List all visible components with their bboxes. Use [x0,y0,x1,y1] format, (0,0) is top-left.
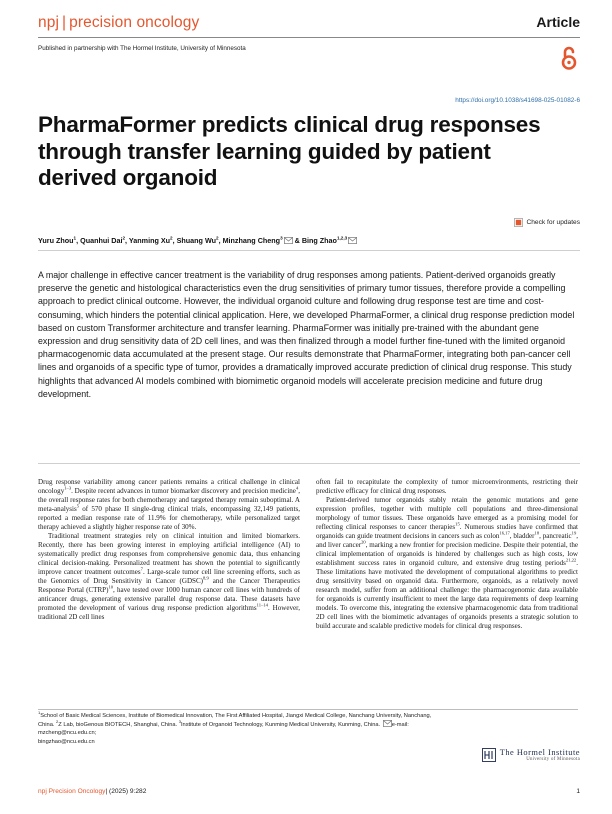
citation-ref[interactable]: 5 [76,503,80,509]
paragraph-text: , have tested over 1000 human cancer cell lines with hundreds of anticancer drugs, generating extensive parallel drug response data. These datasets have promoted the development of various drug response prediction algorithms [38,586,300,612]
body-paragraph [316,496,578,631]
author-affiliation-sup: 1 [73,235,77,241]
doi-link[interactable]: https://doi.org/10.1038/s41698-025-01082-6 [455,97,580,104]
author-name[interactable]: Shuang Wu [176,236,216,245]
partner-line: Published in partnership with The Hormel Institute, University of Minnesota [38,45,246,52]
paragraph-text: , bladder [509,532,535,540]
affil-2: Z Lab, bioGenous BIOTECH, Shanghai, China. [58,722,179,729]
citation-ref[interactable]: 16,17 [499,530,510,536]
check-for-updates-button[interactable] [514,218,580,227]
paragraph-text: , pancreatic [539,532,572,540]
affil-sup-3: 3 [178,719,181,725]
author-and: & [292,236,302,245]
author-affiliation-sup: 2 [170,235,173,241]
citation-ref[interactable]: 15 [455,521,460,527]
paragraph-text: and the Cancer Therapeutics Response Portal (CTRP) [38,577,300,594]
page-footer [38,788,146,795]
check-updates-icon [514,218,523,227]
footer-journal[interactable]: npj Precision Oncology [38,788,106,795]
journal-name: precision oncology [69,14,200,31]
body-paragraph [38,478,300,532]
affil-1: School of Basic Medical Sciences, Institute of Biomedical Innovation, The First Affiliated Hospital, Jiangxi Medical College, Nanchang University, Nanchang, China. [38,713,432,729]
body-column-right [316,478,578,631]
citation-ref[interactable]: 8,9 [203,575,209,581]
author-affiliation-sup: 1,2,3 [336,235,348,241]
citation-ref[interactable]: 10 [108,584,114,590]
paragraph-text: . However, traditional 2D cell lines [38,604,300,621]
author-separator: , [125,236,129,245]
body-paragraph [38,532,300,622]
author-affiliation-sup: 2 [122,235,126,241]
abstract-divider [38,463,580,464]
author-email-icon[interactable] [284,237,293,244]
paragraph-text: often fail to recapitulate the complexity of tumor microenvironments, restricting their predictive efficacy for clinical drug responses. [316,478,578,495]
citation-ref[interactable]: 4 [295,485,299,491]
journal-separator: | [61,14,67,31]
paragraph-text: Drug response variability among cancer patients remains a critical challenge in clinical oncology [38,478,300,495]
citation-ref[interactable]: 19 [571,530,577,536]
hormel-name: The Hormel Institute [499,748,580,757]
author-email-icon[interactable] [348,237,357,244]
hormel-emblem-icon [482,748,496,762]
body-paragraph [316,478,578,496]
open-access-icon[interactable] [559,45,579,71]
paragraph-text: , the overall response rates for both chemotherapy and targeted therapy remain suboptimal. A meta-analysis [38,487,300,513]
journal-brand[interactable] [38,14,199,32]
paragraph-text: of 570 phase II single-drug clinical trials, encompassing 32,149 patients, reported a median response rate of 11.9% for chemotherapy, while personalized target therapy achieved a slightly higher response rate of 30%. [38,505,300,531]
paragraph-text: . Despite recent advances in tumor biomarker discovery and precision medicine [71,487,296,495]
author-name[interactable]: Minzhang Cheng [222,236,281,245]
footnote-divider [38,709,578,710]
paragraph-text: , and liver cancer [316,532,579,549]
paragraph-text: Traditional treatment strategies rely on clinical intuition and limited biomarkers. Recently, there has been growing interest in employing artificial intelligence (AI) to systematically predict drug responses from comprehensive genomic data, thus enhancing clinical decision-making. Personalized treatment has shown the potential to significantly improve cancer treatment outcomes [38,532,300,576]
citation-ref[interactable]: 18 [534,530,540,536]
citation-ref[interactable]: 1–3 [64,485,72,491]
email-link-2[interactable]: bingzhao@ncu.edu.cn [38,738,95,745]
author-list [38,236,357,245]
author-name[interactable]: Bing Zhao [301,236,337,245]
citation-ref[interactable]: 21,22 [565,557,577,563]
footer-citation: | (2025) 9:282 [105,788,147,795]
check-updates-label: Check for updates [526,219,580,226]
author-name[interactable]: Yuru Zhou [38,236,74,245]
author-affiliation-sup: 3 [280,235,283,241]
author-name[interactable]: Yanming Xu [128,236,171,245]
citation-ref[interactable]: 11–14 [256,602,268,608]
paragraph-text: Patient-derived tumor organoids stably retain the genomic mutations and gene expression profiles, together with multiple cell populations and three-dimensional morphology of tumor tissues. These organoids have emerged as a promising model for reflecting clinical responses to cancer therapies [316,496,578,531]
journal-brand-npj: npj [38,14,59,31]
abstract: A major challenge in effective cancer treatment is the variability of drug responses among patients. Patient-derived organoids greatly preserve the genetic and histological characteristics even the drug sensitivities of primary tumor tissues, therefore provide a compelling approach to predict clinical outcome. However, the individual organoid culture and following drug response test are time and cost-consuming, which hinders the potential clinical application. Here, we developed PharmaFormer, a clinical drug response prediction model based on custom Transformer architecture and transfer learning. PharmaFormer was initially pre-trained with the abundant gene expression and drug sensitivity data of 2D cell lines, and was then finalized through a model further fine-tuned with the limited organoid pharmacogenomic data accumulated at the present stage. Our results demonstrate that PharmaFormer, integrating both pan-cancer cell lines and organoids of a specific type of tumor, provides a dramatically improved accurate prediction of clinical drug response. This study highlights that advanced AI models combined with biomimetic organoid models will accelerate precision medicine and future drug development. [38,270,575,399]
article-type-label: Article [536,14,580,30]
affil-3: Institute of Organoid Technology, Kunming Medical University, Kunming, China. [180,722,382,729]
affil-sup-1: 1 [38,710,41,716]
hormel-institute-logo [482,748,580,762]
paragraph-text: . Numerous studies have confirmed that organoids can guide treatment decisions in cancers such as colon [316,523,578,540]
header-divider [38,37,580,38]
email-prefix: e-mail: [391,722,409,729]
citation-ref[interactable]: 20 [361,539,366,545]
paragraph-text: . These limitations have motivated the development of computational algorithms to predict drug sensitivity based on organoid data. Furthermore, organoids, as a relatively novel research model, suffer from an additional challenge: the pharmacogenomic data available for organoids is currently insufficient to meet the large data requirements of deep learning models. To overcome this, integrating the extensive pharmacogenomic data from traditional 2D cell lines with the biomimetic advantages of organoids presents a strategic solution to build accurate and scalable predictive models for clinical drug responses. [316,559,578,630]
author-separator: , [218,236,223,245]
email-icon [383,720,392,727]
hormel-sub: University of Minnesota [526,757,580,762]
body-column-left [38,478,300,622]
author-name[interactable]: Quanhui Dai [80,236,123,245]
authors-divider [38,250,580,251]
author-separator: , [76,236,81,245]
email-link-1[interactable]: mzcheng@ncu.edu.cn [38,730,95,737]
paragraph-text: . Large-scale tumor cell line screening efforts, such as the Genomics of Drug Sensitivity in Cancer (GDSC) [38,568,300,585]
article-title: PharmaFormer predicts clinical drug responses through transfer learning guided by patient derived organoid [38,112,541,190]
paragraph-text: , marking a new frontier for precision medicine. Despite their potential, the clinical implementation of organoids is hindered by challenges such as high costs, low establishment success rates in organoid culture, and extensive drug testing periods [316,541,578,567]
email-separator: ; [94,730,97,737]
author-separator: , [172,236,177,245]
affiliations-footnote [38,712,438,746]
page-number: 1 [576,788,580,795]
citation-ref[interactable]: 7 [140,566,143,572]
affil-sup-2: 2 [56,719,59,725]
author-affiliation-sup: 2 [216,235,219,241]
